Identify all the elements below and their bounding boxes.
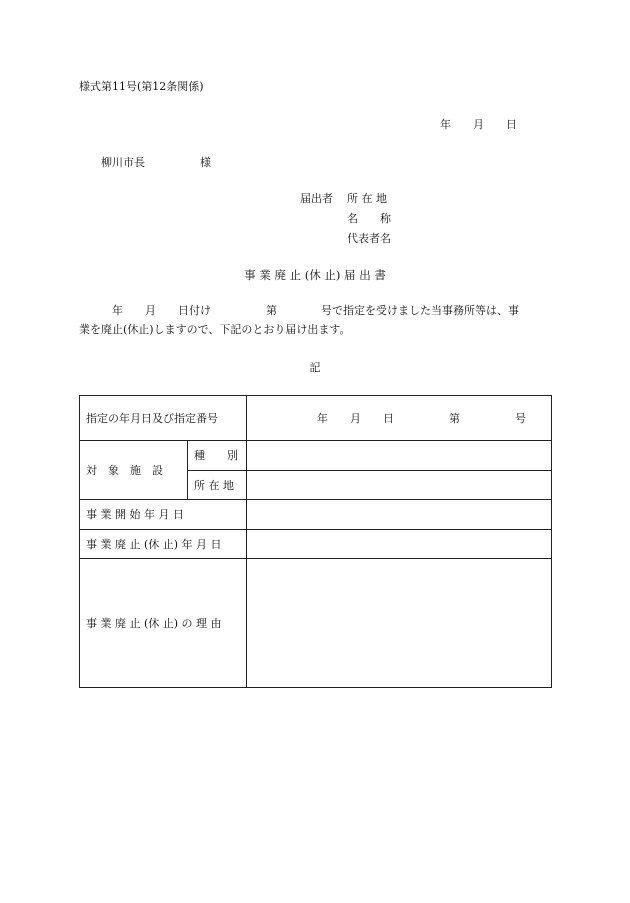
applicant-representative-label: 代表者名 — [347, 232, 391, 245]
applicant-address-label: 所 在 地 — [347, 192, 387, 205]
applicant-fields — [347, 192, 391, 246]
start-date-label: 事 業 開 始 年 月 日 — [86, 508, 184, 521]
table-line — [187, 470, 552, 471]
addressee: 柳川市長 様 — [101, 156, 211, 169]
form-table — [79, 395, 552, 688]
applicant-label: 届出者 — [300, 192, 333, 205]
document-title: 事 業 廃 止 (休 止) 届 出 書 — [244, 268, 386, 282]
body-line-1: 年 月 日付け 第 号で指定を受けました当事務所等は、事 — [79, 304, 519, 317]
kind-label: 種 別 — [194, 449, 238, 462]
form-number: 様式第11号(第12条関係) — [79, 80, 204, 93]
reason-label: 事 業 廃 止 (休 止) の 理 由 — [86, 617, 222, 630]
location-label: 所 在 地 — [194, 478, 234, 492]
body-line-2: 業を廃止(休止)しますので、下記のとおり届け出ます。 — [79, 323, 351, 336]
facility-label: 対 象 施 設 — [86, 463, 163, 477]
applicant-name-label: 名 称 — [347, 212, 391, 225]
designation-label: 指定の年月日及び指定番号 — [86, 412, 218, 425]
designation-value: 年 月 日 第 号 — [317, 412, 526, 425]
stop-date-label: 事 業 廃 止 (休 止) 年 月 日 — [86, 537, 222, 551]
date-line: 年 月 日 — [440, 118, 517, 131]
ki-label: 記 — [309, 361, 321, 374]
